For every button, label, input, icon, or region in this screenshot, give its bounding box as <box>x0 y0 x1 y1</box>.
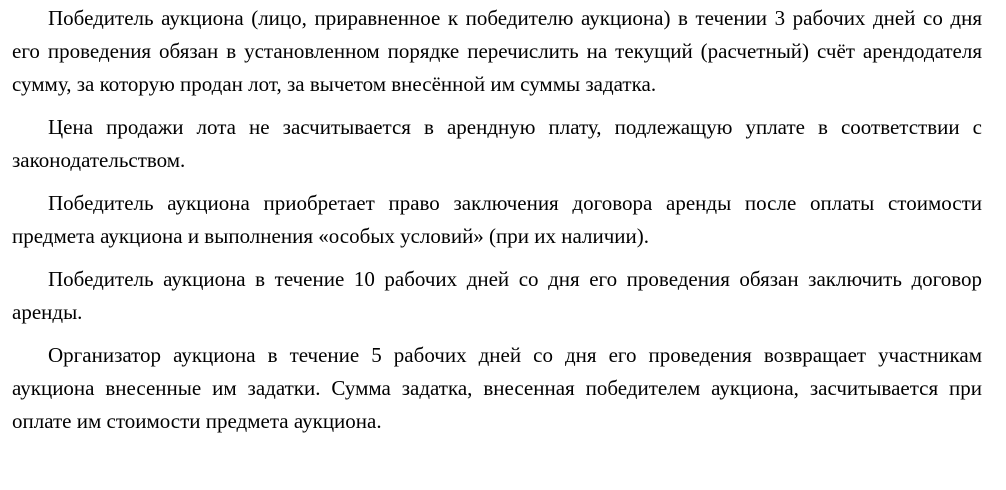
paragraph-lot-price: Цена продажи лота не засчитывается в арендную плату, подлежащую уплате в соответствии с законодательством. <box>12 115 982 172</box>
paragraph-contract-term: Победитель аукциона в течение 10 рабочих дней со дня его проведения обязан заключить договор аренды. <box>12 267 982 324</box>
paragraph-deposit-return: Организатор аукциона в течение 5 рабочих дней со дня его проведения возвращает участникам аукциона внесенные им задатки. Сумма задатка, внесенная победителем аукциона, засчитывается при оплате им стоимости предмета аукциона. <box>12 343 982 433</box>
paragraph-lease-right: Победитель аукциона приобретает право заключения договора аренды после оплаты стоимости предмета аукциона и выполнения «особых условий» (при их наличии). <box>12 191 982 248</box>
paragraph-payment-obligation: Победитель аукциона (лицо, приравненное к победителю аукциона) в течении 3 рабочих дней со дня его проведения обязан в установленном порядке перечислить на текущий (расчетный) счёт арендодателя сумму, за которую продан лот, за вычетом внесённой им суммы задатка. <box>12 6 982 96</box>
